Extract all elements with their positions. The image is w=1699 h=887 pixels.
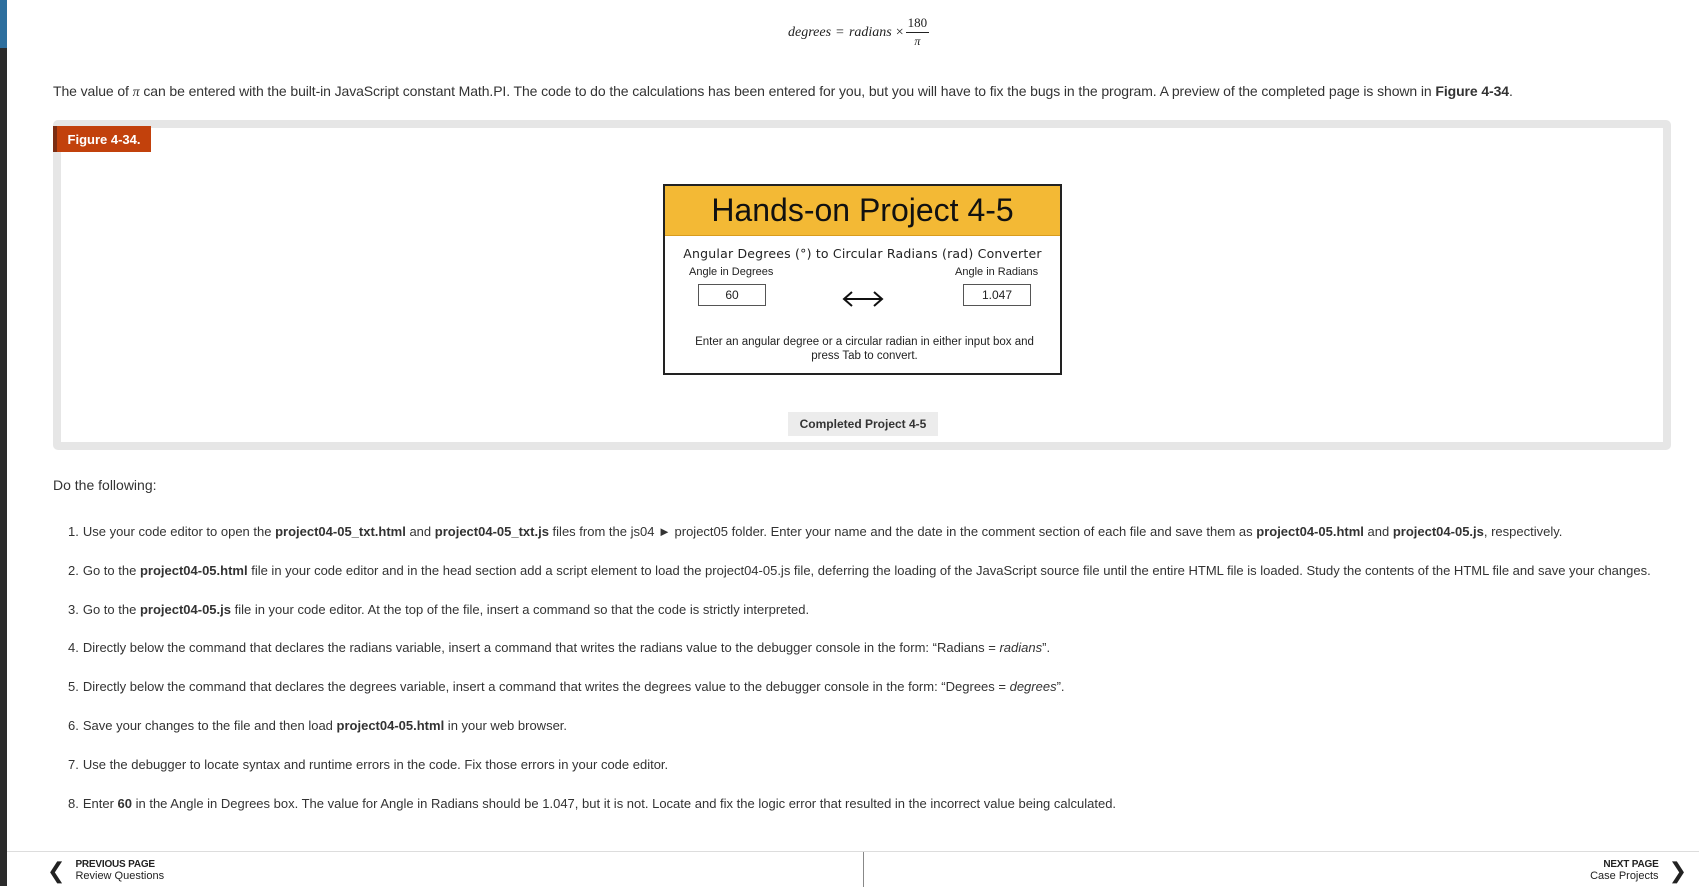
degrees-label: Angle in Degrees: [689, 266, 774, 278]
step-text: Save your changes to the file and then load: [82, 717, 337, 733]
step-text: Use the debugger to locate syntax and runtime errors in the code. Fix those errors in your code editor.: [82, 756, 669, 772]
step-text: in the Angle in Degrees box. The value for Angle in Radians should be 1.047, but it is not. Locate and fix the logic error that resulted in the incorrect value being calculated.: [132, 795, 1117, 811]
step-filename: project04-05.js: [139, 601, 231, 617]
formula-times: ×: [895, 24, 904, 40]
radians-input: 1.047: [963, 284, 1031, 306]
formula-denominator: π: [914, 34, 921, 48]
step-filename: project04-05.html: [139, 562, 248, 578]
converter-subtitle: Angular Degrees (°) to Circular Radians (rad) Converter: [683, 246, 1042, 261]
degrees-input: 60: [698, 284, 766, 306]
step-variable: degrees: [1009, 679, 1057, 695]
step-value: 60: [117, 795, 132, 811]
step-filename: project04-05.html: [1256, 524, 1364, 539]
steps-list: [68, 524, 1688, 834]
left-rail-accent: [0, 0, 7, 48]
intro-figure-ref[interactable]: Figure 4-34: [1435, 83, 1509, 99]
step-text: Go to the: [82, 601, 140, 617]
step-item: [68, 679, 1688, 718]
converter-instructions: Enter an angular degree or a circular radian in either input box and press Tab to convert.: [695, 336, 1034, 362]
step-text: files from the js04 ► project05 folder. Enter your name and the date in the comment section of each file and save them as: [548, 524, 1257, 539]
double-arrow-icon: [841, 289, 885, 309]
figure-tag: Figure 4-34.: [53, 126, 151, 152]
project-banner-title: Hands-on Project 4-5: [665, 186, 1060, 236]
next-page-title: Case Projects: [1590, 870, 1659, 882]
step-text: ”.: [1056, 679, 1065, 695]
step-text: , respectively.: [1483, 524, 1563, 539]
step-item: [68, 524, 1688, 563]
step-number: 7.: [68, 756, 79, 772]
intro-text-1: The value of: [53, 83, 133, 99]
step-item: [68, 602, 1688, 641]
step-number: 8.: [68, 795, 79, 811]
step-text: Directly below the command that declares the radians variable, insert a command that writes the radians value to the debugger console in the form: “Radians =: [82, 640, 1000, 656]
step-text: file in your code editor. At the top of the file, insert a command so that the code is strictly interpreted.: [230, 601, 810, 617]
bottom-navigation: [7, 851, 1699, 887]
step-text: in your web browser.: [444, 717, 568, 733]
next-page-link[interactable]: [1590, 859, 1687, 882]
intro-text-2: can be entered with the built-in JavaScript constant Math.PI. The code to do the calculations has been entered for you, but you will have to fix the bugs in the program. A preview of the completed page is shown in: [139, 83, 1436, 99]
formula-fraction: [906, 16, 930, 49]
project-preview-image: [663, 184, 1062, 375]
do-following-heading: Do the following:: [53, 477, 157, 493]
step-text: Enter: [82, 795, 118, 811]
previous-page-link[interactable]: [47, 859, 164, 882]
formula-lhs: degrees: [788, 24, 832, 40]
step-text: and: [1363, 524, 1393, 539]
step-number: 1.: [68, 524, 79, 539]
next-page-text: [1590, 859, 1658, 882]
step-text: file in your code editor and in the head section add a script element to load the project04-05.js file, deferring the loading of the JavaScript source file until the entire HTML file is loaded. Study the contents of the HTML file and save your changes.: [247, 562, 1651, 578]
conversion-formula: [788, 16, 929, 49]
step-text: Use your code editor to open the: [82, 524, 276, 539]
step-filename: project04-05.html: [336, 717, 445, 733]
step-item: [68, 718, 1688, 757]
radians-label: Angle in Radians: [955, 266, 1039, 278]
intro-paragraph: [53, 83, 1513, 101]
step-filename: project04-05_txt.js: [434, 524, 549, 539]
step-number: 6.: [68, 717, 79, 733]
step-number: 4.: [68, 640, 79, 656]
step-text: and: [405, 524, 435, 539]
step-text: ”.: [1042, 640, 1051, 656]
intro-text-3: .: [1508, 83, 1513, 99]
figure-caption: Completed Project 4-5: [788, 412, 938, 436]
step-filename: project04-05.js: [1392, 524, 1484, 539]
step-number: 3.: [68, 601, 79, 617]
chevron-left-icon: ❮: [47, 857, 66, 883]
step-item: [68, 796, 1688, 835]
step-number: 5.: [68, 679, 79, 695]
step-item: [68, 640, 1688, 679]
formula-equals: =: [836, 24, 844, 40]
previous-page-text: [75, 859, 164, 882]
intro-pi: π: [132, 85, 140, 100]
step-text: Directly below the command that declares the degrees variable, insert a command that writes the degrees value to the debugger console in the form: “Degrees =: [82, 679, 1010, 695]
step-item: [68, 563, 1688, 602]
formula-rhs: radians: [848, 24, 892, 40]
chevron-right-icon: ❯: [1668, 857, 1687, 883]
step-filename: project04-05_txt.html: [275, 524, 406, 539]
previous-page-title: Review Questions: [75, 870, 165, 882]
step-number: 2.: [68, 562, 79, 578]
next-page-heading: NEXT PAGE: [1603, 859, 1659, 870]
formula-numerator: 180: [906, 16, 930, 33]
left-rail: [0, 0, 7, 886]
step-item: [68, 757, 1688, 796]
previous-page-heading: PREVIOUS PAGE: [75, 859, 155, 870]
nav-divider: [863, 852, 864, 887]
step-text: Go to the: [82, 562, 140, 578]
step-variable: radians: [999, 640, 1043, 656]
